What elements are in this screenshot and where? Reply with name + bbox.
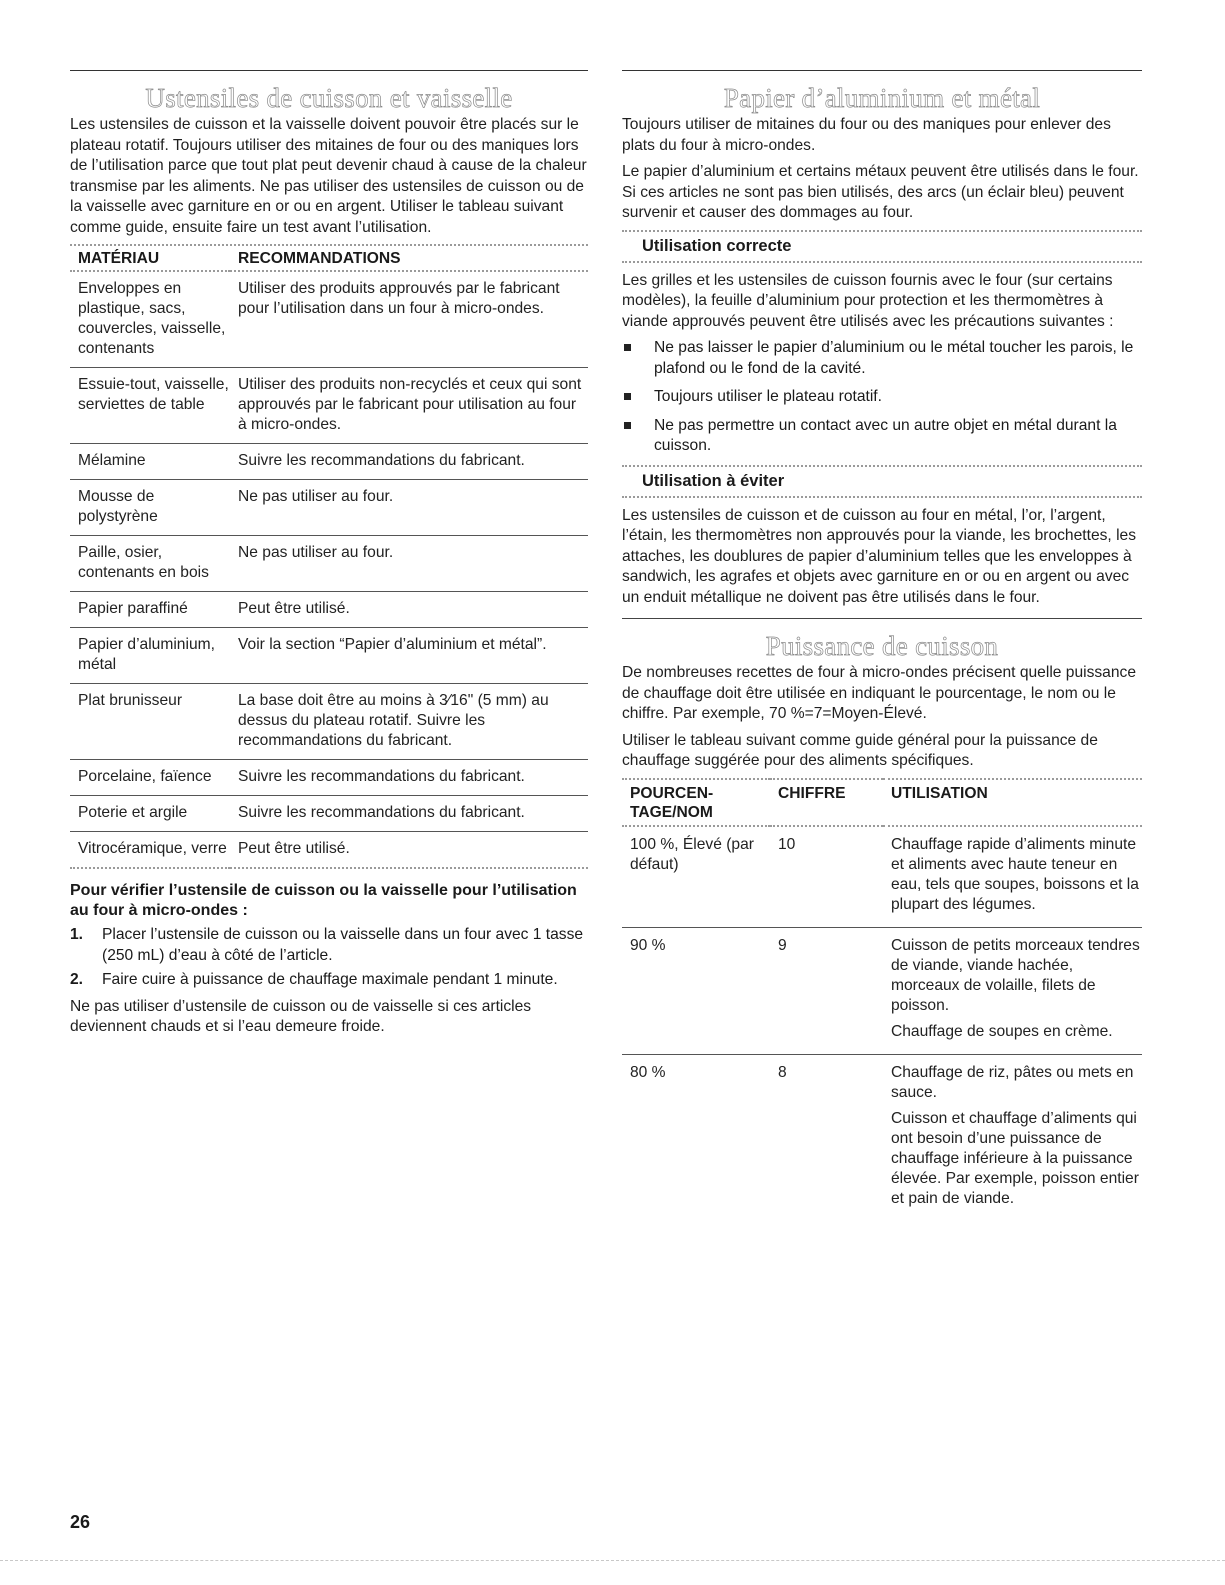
list-item xyxy=(70,925,588,966)
material-cell: Vitrocéramique, verre xyxy=(70,832,230,869)
recommendation-cell: Utiliser des produits approuvés par le fabricant pour l’utilisation dans un four à micro-ondes. xyxy=(230,271,588,368)
power-percent-cell: 100 %, Élevé (par défaut) xyxy=(622,826,770,928)
power-use-text: Chauffage de riz, pâtes ou mets en sauce. xyxy=(891,1063,1134,1101)
material-cell: Mélamine xyxy=(70,444,230,480)
table-header-material: MATÉRIAU xyxy=(70,246,230,271)
power-number-cell: 8 xyxy=(778,1063,787,1081)
list-item xyxy=(622,387,1142,408)
material-cell: Plat brunisseur xyxy=(70,684,230,760)
power-header-use: UTILISATION xyxy=(883,779,1142,826)
recommendation-cell: Suivre les recommandations du fabricant. xyxy=(230,760,588,796)
bottom-edge-rule xyxy=(0,1560,1225,1561)
power-percent-cell: 90 % xyxy=(622,927,770,1054)
verify-heading: Pour vérifier l’ustensile de cuisson ou la vaisselle pour l’utilisation au four à micro-ondes : xyxy=(70,882,577,919)
material-cell: Paille, osier, contenants en bois xyxy=(70,536,230,592)
power-use-text: Chauffage de soupes en crème. xyxy=(891,1022,1113,1040)
section-title-utensils: Ustensiles de cuisson et vaisselle xyxy=(145,83,513,113)
power-paragraph-2: Utiliser le tableau suivant comme guide général pour la puissance de chauffage suggérée pour des aliments spécifiques. xyxy=(622,731,1098,769)
materials-table xyxy=(70,246,588,869)
right-column xyxy=(622,70,1142,1221)
correct-use-bullets xyxy=(622,338,1142,457)
section-top-rule xyxy=(70,70,588,71)
recommendation-cell: Utiliser des produits non-recyclés et ceux qui sont approuvés par le fabricant pour utilisation au four à micro-ondes. xyxy=(230,368,588,444)
step-text: Faire cuire à puissance de chauffage maximale pendant 1 minute. xyxy=(102,971,558,988)
bullet-square-icon xyxy=(624,422,631,429)
power-header-number: CHIFFRE xyxy=(770,779,883,826)
bullet-square-icon xyxy=(624,344,631,351)
foil-paragraph-1: Toujours utiliser de mitaines du four ou des maniques pour enlever des plats du four à micro-ondes. xyxy=(622,116,1111,154)
table-row xyxy=(70,796,588,832)
power-paragraph-1: De nombreuses recettes de four à micro-ondes précisent quelle puissance de chauffage doit être utilisée en indiquant le pourcentage, le nom ou le chiffre. Par exemple, 70 %=7=Moyen-Élevé. xyxy=(622,664,1136,722)
power-use-text: Chauffage rapide d’aliments minute et aliments avec haute teneur en eau, tels que soupes, boissons et la plupart des légumes. xyxy=(891,835,1139,913)
power-use-cell xyxy=(883,927,1142,1054)
material-cell: Porcelaine, faïence xyxy=(70,760,230,796)
section-title-power: Puissance de cuisson xyxy=(765,631,999,661)
section-title-foil: Papier d’aluminium et métal xyxy=(723,83,1041,113)
correct-use-text: Les grilles et les ustensiles de cuisson fournis avec le four (sur certains modèles), la feuille d’aluminium pour protection et les thermomètres à viande approuvés peuvent être utilisés avec les précautions suivantes : xyxy=(622,271,1114,330)
list-item xyxy=(622,416,1142,457)
bullet-square-icon xyxy=(624,393,631,400)
utensils-intro: Les ustensiles de cuisson et la vaisselle doivent pouvoir être placés sur le plateau rotatif. Toujours utiliser des mitaines de four ou des maniques lors de l’utilisation parce que tout plat peut devenir chaud à cause de la chaleur transmise par les aliments. Ne pas utiliser des ustensiles de cuisson ou de la vaisselle avec garniture en or ou en argent. Utiliser le tableau suivant comme guide, ensuite faire un test avant l’utilisation. xyxy=(70,116,587,236)
material-cell: Mousse de polystyrène xyxy=(70,480,230,536)
table-row xyxy=(70,444,588,480)
table-row xyxy=(622,927,1142,1054)
correct-use-heading: Utilisation correcte xyxy=(622,230,1142,263)
recommendation-cell: Peut être utilisé. xyxy=(230,832,588,869)
table-row xyxy=(622,826,1142,928)
list-item xyxy=(622,338,1142,379)
recommendation-cell: Ne pas utiliser au four. xyxy=(230,480,588,536)
material-cell: Essuie-tout, vaisselle, serviettes de table xyxy=(70,368,230,444)
left-column xyxy=(70,70,588,1044)
power-number-cell: 9 xyxy=(770,927,883,1054)
recommendation-cell: Peut être utilisé. xyxy=(230,592,588,628)
section-top-rule xyxy=(622,70,1142,71)
bullet-text: Ne pas permettre un contact avec un autre objet en métal durant la cuisson. xyxy=(654,416,1117,454)
power-use-cell xyxy=(883,1054,1142,1221)
table-row xyxy=(70,760,588,796)
table-row xyxy=(70,684,588,760)
recommendation-cell: Voir la section “Papier d’aluminium et métal”. xyxy=(230,628,588,684)
bullet-text: Toujours utiliser le plateau rotatif. xyxy=(654,388,882,405)
table-row xyxy=(70,536,588,592)
material-cell: Poterie et argile xyxy=(70,796,230,832)
table-row xyxy=(70,480,588,536)
power-use-text: Cuisson et chauffage d’aliments qui ont besoin d’une puissance de chauffage inférieure à la puissance élevée. Par exemple, poisson entier et pain de viande. xyxy=(891,1109,1139,1207)
section-top-rule xyxy=(622,618,1142,619)
power-use-text: Cuisson de petits morceaux tendres de viande, viande hachée, morceaux de volaille, filets de poisson. xyxy=(891,936,1140,1014)
table-row xyxy=(70,271,588,368)
step-text: Placer l’ustensile de cuisson ou la vaisselle dans un four avec 1 tasse (250 mL) d’eau à côté de l’article. xyxy=(102,926,584,964)
avoid-use-text: Les ustensiles de cuisson et de cuisson au four en métal, l’or, l’argent, l’étain, les thermomètres non approuvés pour la viande, les brochettes, les attaches, les doublures de papier d’aluminium telles que les enveloppes à sandwich, les agrafes et objets avec garniture en or ou en argent ou avec un enduit métallique ne doivent pas être utilisés dans le four. xyxy=(622,506,1137,606)
table-row xyxy=(622,1054,1142,1221)
table-row xyxy=(70,628,588,684)
recommendation-cell: La base doit être au moins à 3⁄16" (5 mm) au dessus du plateau rotatif. Suivre les recommandations du fabricant. xyxy=(230,684,588,760)
list-item xyxy=(70,970,588,991)
table-header-recommendations: RECOMMANDATIONS xyxy=(230,246,588,271)
verify-steps xyxy=(70,925,588,991)
page-number: 26 xyxy=(70,1512,91,1532)
table-row xyxy=(70,592,588,628)
recommendation-cell: Suivre les recommandations du fabricant. xyxy=(230,796,588,832)
step-number: 2. xyxy=(70,971,84,988)
power-header-percent: POURCEN- TAGE/NOM xyxy=(622,779,770,826)
avoid-use-heading: Utilisation à éviter xyxy=(622,465,1142,498)
verify-closing: Ne pas utiliser d’ustensile de cuisson ou de vaisselle si ces articles deviennent chauds et si l’eau demeure froide. xyxy=(70,997,532,1035)
power-percent-cell: 80 % xyxy=(630,1063,666,1081)
step-number: 1. xyxy=(70,926,84,943)
material-cell: Enveloppes en plastique, sacs, couvercles, vaisselle, contenants xyxy=(70,271,230,368)
recommendation-cell: Suivre les recommandations du fabricant. xyxy=(230,444,588,480)
table-row xyxy=(70,832,588,869)
power-table xyxy=(622,778,1142,1221)
foil-paragraph-2: Le papier d’aluminium et certains métaux peuvent être utilisés dans le four. Si ces articles ne sont pas bien utilisés, des arcs (un éclair bleu) peuvent survenir et causer des dommages au four. xyxy=(622,163,1139,221)
material-cell: Papier paraffiné xyxy=(70,592,230,628)
power-number-cell: 10 xyxy=(770,826,883,928)
bullet-text: Ne pas laisser le papier d’aluminium ou le métal toucher les parois, le plafond ou le fond de la cavité. xyxy=(654,339,1134,377)
table-row xyxy=(70,368,588,444)
recommendation-cell: Ne pas utiliser au four. xyxy=(230,536,588,592)
power-use-cell xyxy=(883,826,1142,928)
material-cell: Papier d’aluminium, métal xyxy=(70,628,230,684)
